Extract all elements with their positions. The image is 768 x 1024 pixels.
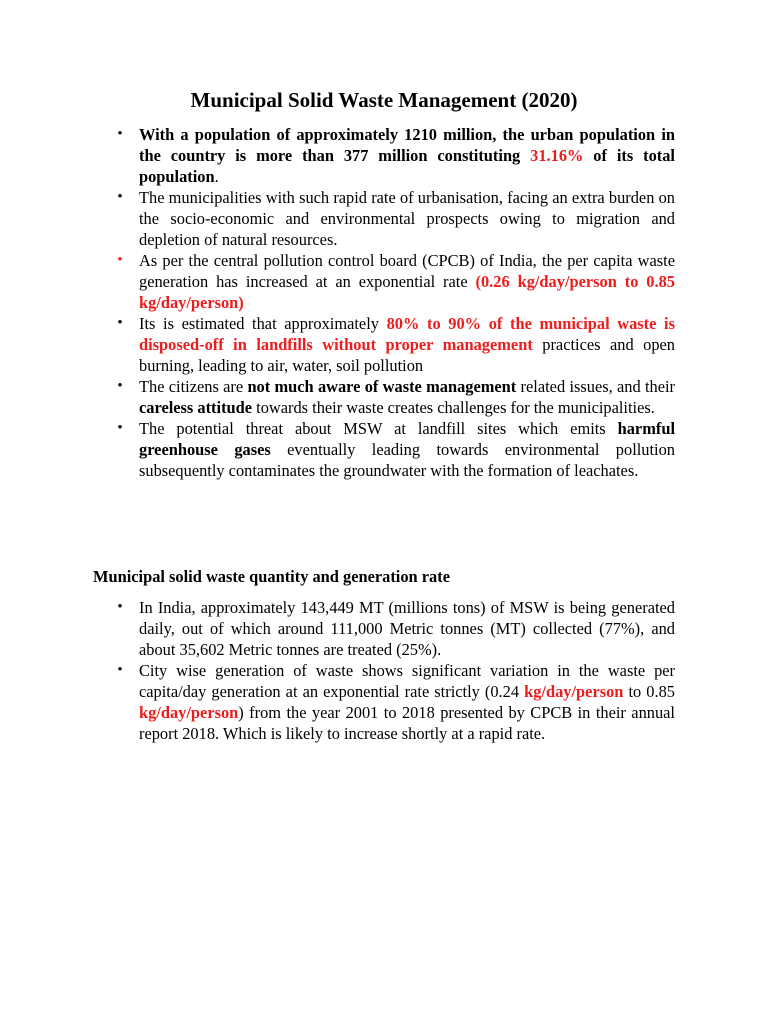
highlight-landfill: 80% to 90% of the municipal waste is disposed-off in landfills without proper management (139, 314, 675, 354)
highlight-percentage: 31.16% (530, 146, 584, 165)
list-item (117, 124, 675, 187)
generation-bullet-list (117, 597, 675, 744)
list-item (117, 597, 675, 660)
list-item (117, 418, 675, 481)
list-item (117, 313, 675, 376)
bullet-text: The potential threat about MSW at landfill sites which emits (139, 419, 618, 438)
highlight-unit: kg/day/person (139, 703, 239, 722)
bullet-icon: • (117, 378, 123, 394)
list-item (117, 376, 675, 418)
intro-bullet-list (117, 124, 675, 481)
bullet-text: As per the central pollution control board (CPCB) of India, the per capita waste generation has increased at an exponential rate (139, 251, 675, 291)
bullet-text: practices and open burning, leading to air, water, soil pollution (139, 335, 675, 375)
bullet-text-bold: With a population of approximately 1210 million, the urban population in the country is more than 377 million constituting (139, 125, 675, 165)
bullet-text: The municipalities with such rapid rate of urbanisation, facing an extra burden on the socio-economic and environmental prospects owing to migration and depletion of natural resources. (139, 188, 675, 249)
bullet-text: . (214, 167, 219, 186)
bullet-text-bold: harmful greenhouse gases (139, 419, 675, 459)
list-item (117, 187, 675, 250)
bullet-icon: • (117, 126, 123, 142)
list-item (117, 660, 675, 744)
bullet-text-bold: not much aware of waste management (247, 377, 517, 396)
bullet-icon: • (117, 189, 123, 205)
bullet-text: ) from the year 2001 to 2018 presented by CPCB in their annual report 2018. Which is likely to increase shortly at a rapid rate. (139, 703, 675, 743)
bullet-text: eventually leading towards environmental pollution subsequently contaminates the groundwater with the formation of leachates. (139, 440, 675, 480)
bullet-icon: • (117, 315, 123, 331)
highlight-unit: kg/day/person (524, 682, 624, 701)
bullet-text: related issues, and their (516, 377, 675, 396)
bullet-text-bold: careless attitude (139, 398, 253, 417)
bullet-text: towards their waste creates challenges for the municipalities. (252, 398, 655, 417)
bullet-icon: • (117, 420, 123, 436)
page-title: Municipal Solid Waste Management (2020) (190, 88, 578, 112)
highlight-rate: (0.26 kg/day/person to 0.85 kg/day/person) (139, 272, 675, 312)
section-heading: Municipal solid waste quantity and generation rate (93, 567, 450, 586)
bullet-icon: • (117, 599, 123, 615)
bullet-text: The citizens are (139, 377, 248, 396)
bullet-text-bold: of its total population (139, 146, 675, 186)
bullet-text: Its is estimated that approximately (139, 314, 387, 333)
bullet-icon: • (117, 662, 123, 678)
bullet-text: In India, approximately 143,449 MT (millions tons) of MSW is being generated daily, out of which around 111,000 Metric tonnes (MT) collected (77%), and about 35,602 Metric tonnes are treated (25%). (139, 598, 675, 659)
bullet-text: City wise generation of waste shows significant variation in the waste per capita/day generation at an exponential rate strictly (0.24 (139, 661, 675, 701)
list-item (117, 250, 675, 313)
bullet-icon: • (117, 252, 123, 268)
bullet-text: to 0.85 (623, 682, 675, 701)
